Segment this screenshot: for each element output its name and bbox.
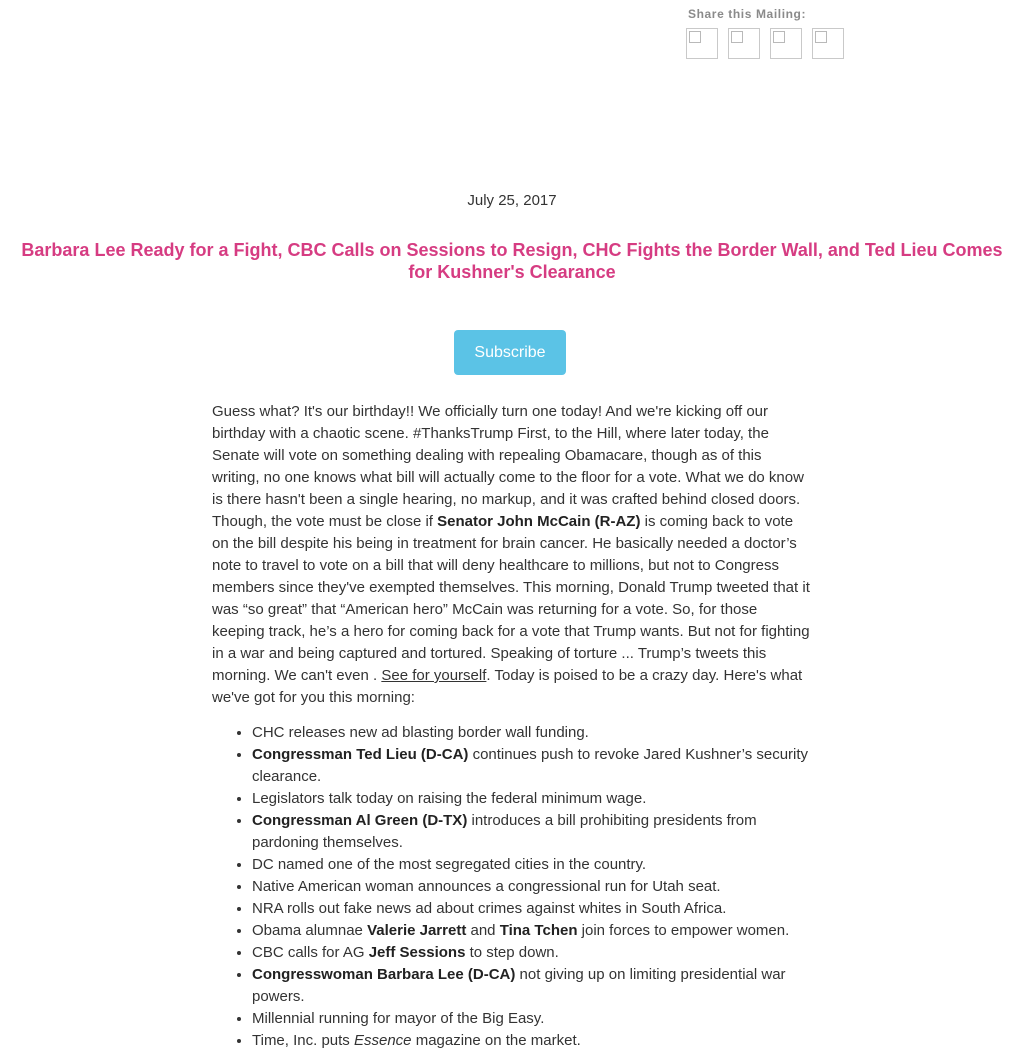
list-item: • CHC releases new ad blasting border wall funding.	[252, 722, 812, 744]
list-item: • Congresswoman Barbara Lee (D-CA) not giving up on limiting presidential war powers.	[252, 964, 812, 1008]
news-list	[212, 722, 812, 1052]
subscribe-button[interactable]: Subscribe	[454, 330, 566, 375]
list-item: • Native American woman announces a congressional run for Utah seat.	[252, 876, 812, 898]
date: July 25, 2017	[467, 192, 557, 209]
share-icon-1[interactable]	[686, 28, 718, 59]
share-label: Share this Mailing:	[688, 7, 807, 21]
intro-paragraph: Guess what? It's our birthday!! We officially turn one today! And we're kicking off our birthday with a chaotic scene. #ThanksTrump First, to the Hill, where later today, the Senate will vote on something dealing with repealing Obamacare, though as of this writing, no one knows what bill will actually come to the floor for a vote. What we do know is there hasn't been a single hearing, no markup, and it was crafted behind closed doors. Though, the vote must be close if Senator John McCain (R-AZ) is coming back to vote on the bill despite his being in treatment for brain cancer. He basically needed a doctor’s note to travel to vote on a bill that will deny healthcare to millions, but not to Congress members since they've exempted themselves. This morning, Donald Trump tweeted that it was “so great” that “American hero” McCain was returning for a vote. So, for those keeping track, he’s a hero for coming back for a vote that Trump wants. But not for fighting in a war and being captured and tortured. Speaking of torture ... Trump’s tweets this morning. We can't even . See for yourself. Today is poised to be a crazy day. Here's what we've got for you this morning:	[212, 403, 810, 706]
share-icon-3[interactable]	[770, 28, 802, 59]
list-item: • Time, Inc. puts Essence magazine on the market.	[252, 1030, 812, 1052]
list-item: • Obama alumnae Valerie Jarrett and Tina Tchen join forces to empower women.	[252, 920, 812, 942]
headline: Barbara Lee Ready for a Fight, CBC Calls on Sessions to Resign, CHC Fights the Border Wall, and Ted Lieu Comes for Kushner's Clearance	[21, 240, 1003, 282]
share-icons	[686, 28, 844, 59]
list-item: • DC named one of the most segregated cities in the country.	[252, 854, 812, 876]
mccain-name: Senator John McCain (R-AZ)	[437, 513, 641, 530]
list-item: • Millennial running for mayor of the Big Easy.	[252, 1008, 812, 1030]
share-icon-2[interactable]	[728, 28, 760, 59]
article-body	[212, 401, 812, 1052]
share-icon-4[interactable]	[812, 28, 844, 59]
list-item: • NRA rolls out fake news ad about crimes against whites in South Africa.	[252, 898, 812, 920]
list-item: • Congressman Ted Lieu (D-CA) continues push to revoke Jared Kushner’s security clearance.	[252, 744, 812, 788]
list-item: • CBC calls for AG Jeff Sessions to step down.	[252, 942, 812, 964]
list-item: • Congressman Al Green (D-TX) introduces a bill prohibiting presidents from pardoning themselves.	[252, 810, 812, 854]
list-item: • Legislators talk today on raising the federal minimum wage.	[252, 788, 812, 810]
see-for-yourself-link[interactable]: See for yourself	[381, 667, 487, 684]
